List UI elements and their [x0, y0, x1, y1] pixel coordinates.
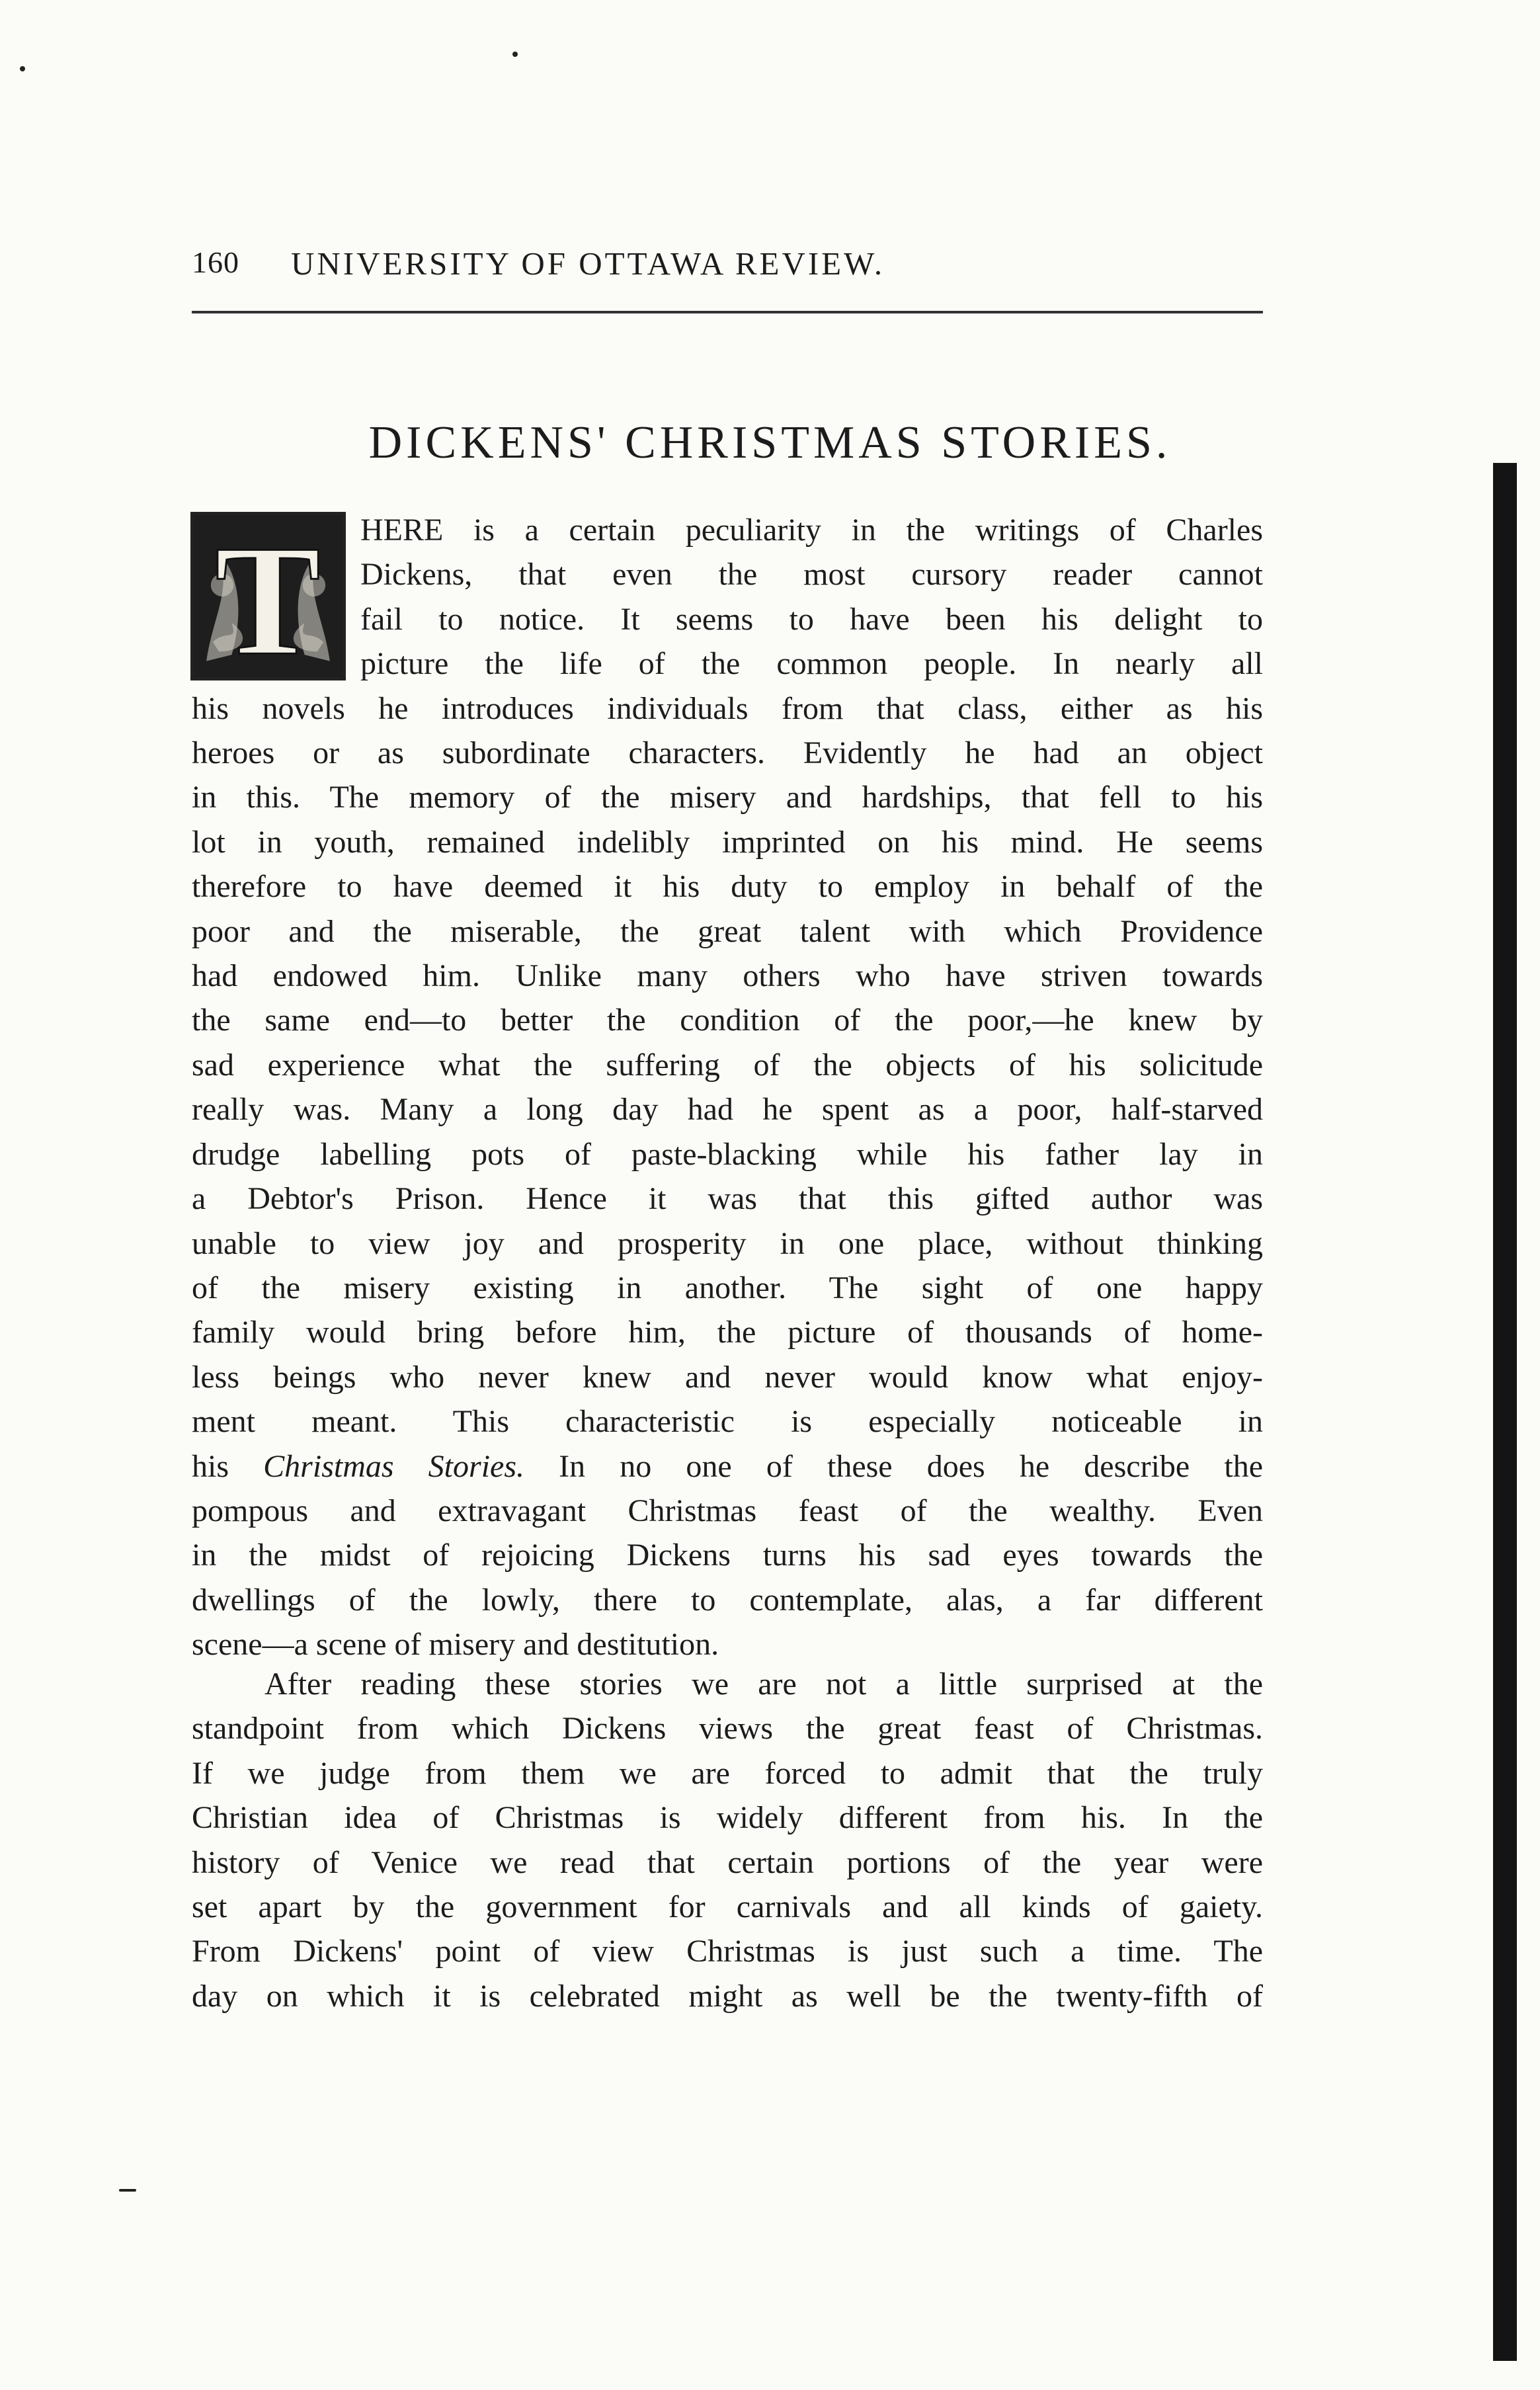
text-line: sad experience what the suffering of the objects of his solicitude	[192, 1047, 1263, 1083]
drop-cap-ornament	[190, 512, 346, 680]
text-line: poor and the miserable, the great talent with which Providence	[192, 913, 1263, 949]
text-line: picture the life of the common people. In nearly all	[360, 646, 1263, 682]
text-line: really was. Many a long day had he spent as a poor, half-starved	[192, 1092, 1263, 1128]
text-fragment: his	[192, 1448, 264, 1484]
text-line: standpoint from which Dickens views the great feast of Christmas.	[192, 1711, 1263, 1747]
text-line: fail to notice. It seems to have been his delight to	[360, 601, 1263, 637]
paragraph-2	[192, 1662, 1263, 2018]
page-number: 160	[192, 245, 239, 279]
text-line: From Dickens' point of view Christmas is just such a time. The	[192, 1934, 1263, 1969]
ornament-icon	[194, 515, 343, 677]
text-line: Dickens, that even the most cursory reader cannot	[360, 557, 1263, 593]
book-title-italic: Christmas Stories.	[263, 1448, 525, 1484]
scan-margin-shadow	[1493, 463, 1517, 2361]
text-line: the same end—to better the condition of the poor,—he knew by	[192, 1003, 1263, 1038]
text-line: less beings who never knew and never would know what enjoy-	[192, 1359, 1263, 1395]
text-line: of the misery existing in another. The sight of one happy	[192, 1270, 1263, 1305]
text-line: heroes or as subordinate characters. Evidently he had an object	[192, 735, 1263, 771]
text-line: a Debtor's Prison. Hence it was that this gifted author was	[192, 1181, 1263, 1217]
text-line: drudge labelling pots of paste-blacking while his father lay in	[192, 1136, 1263, 1172]
text-line: scene—a scene of misery and destitution.	[192, 1627, 719, 1663]
text-line: in the midst of rejoicing Dickens turns his sad eyes towards the	[192, 1538, 1263, 1573]
text-line: Christian idea of Christmas is widely different from his. In the	[192, 1800, 1263, 1836]
article-title: DICKENS' CHRISTMAS STORIES.	[368, 417, 1172, 468]
text-fragment: In no one of these does he describe the	[524, 1448, 1264, 1484]
text-line: his novels he introduces individuals from that class, either as his	[192, 690, 1263, 726]
text-line: had endowed him. Unlike many others who have striven towards	[192, 958, 1263, 994]
text-line: pompous and extravagant Christmas feast of the wealthy. Even	[192, 1493, 1263, 1528]
text-line: If we judge from them we are forced to admit that the truly	[192, 1755, 1263, 1791]
scan-speck	[512, 52, 518, 57]
text-line: unable to view joy and prosperity in one place, without thinking	[192, 1225, 1263, 1261]
running-head: UNIVERSITY OF OTTAWA REVIEW.	[291, 245, 885, 282]
scan-speck	[20, 66, 25, 71]
text-line: After reading these stories we are not a little surprised at the	[264, 1667, 1263, 1702]
text-line: day on which it is celebrated might as well be the twenty-fifth of	[192, 1978, 1263, 2014]
scan-speck	[119, 2189, 136, 2192]
text-line: lot in youth, remained indelibly imprinted on his mind. He seems	[192, 824, 1263, 860]
text-line: set apart by the government for carnivals and all kinds of gaiety.	[192, 1889, 1263, 1925]
text-line: family would bring before him, the picture of thousands of home-	[192, 1315, 1263, 1350]
text-line: dwellings of the lowly, there to contemplate, alas, a far different	[192, 1582, 1263, 1618]
drop-cap-letter: T	[215, 515, 321, 677]
text-line	[192, 1444, 1263, 1489]
text-line: ment meant. This characteristic is especially noticeable in	[192, 1404, 1263, 1440]
paragraph-1	[192, 508, 1263, 1667]
page-header	[192, 245, 1270, 284]
text-line: history of Venice we read that certain portions of the year were	[192, 1844, 1263, 1880]
text-line: in this. The memory of the misery and hardships, that fell to his	[192, 780, 1263, 815]
text-line: HERE is a certain peculiarity in the writings of Charles	[360, 513, 1263, 548]
text-line: therefore to have deemed it his duty to employ in behalf of the	[192, 869, 1263, 905]
header-rule	[192, 311, 1263, 313]
